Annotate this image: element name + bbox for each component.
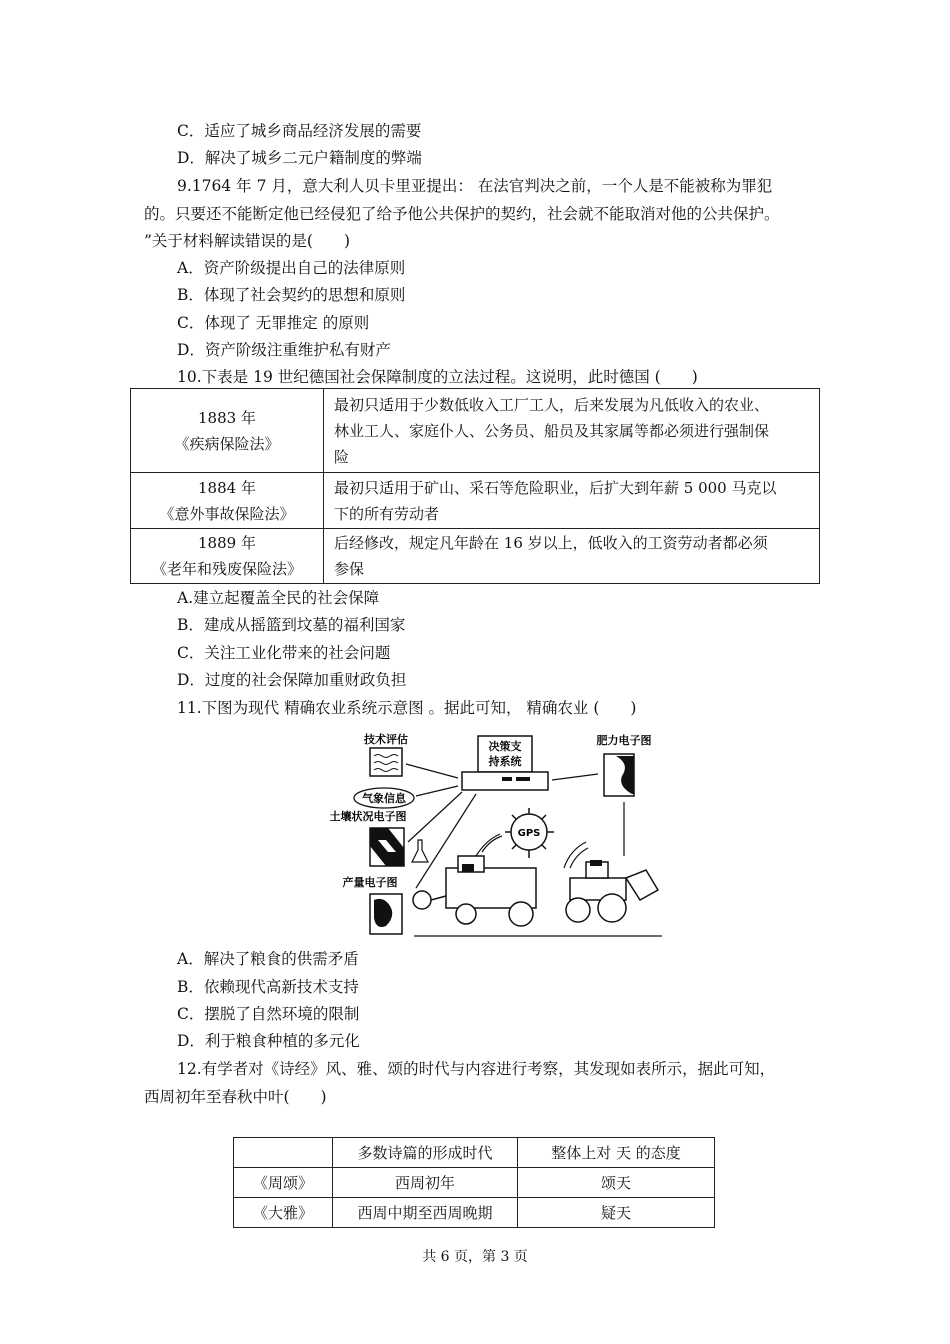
label-tech-assessment: 技术评估 — [364, 733, 408, 746]
row-desc: 参保 — [334, 560, 365, 578]
q11-option-b: B．依赖现代高新技术支持 — [177, 978, 359, 996]
row-desc: 下的所有劳动者 — [334, 504, 440, 523]
row-year: 1883 年 — [198, 408, 256, 427]
row-desc: 最初只适用于少数低收入工厂工人，后来发展为凡低收入的农业、 — [334, 395, 770, 414]
flask-icon — [412, 840, 428, 862]
label-fertility-map: 肥力电子图 — [596, 734, 652, 747]
q10-option-b: B．建成从摇篮到坟墓的福利国家 — [177, 616, 406, 634]
q11-option-d: D．利于粮食种植的多元化 — [177, 1032, 360, 1050]
table-header-row — [234, 1138, 715, 1168]
q9-option-a: A．资产阶级提出自己的法律原则 — [177, 259, 406, 277]
label-soil-map: 土壤状况电子图 — [329, 810, 407, 823]
row-desc: 林业工人、家庭仆人、公务员、船员及其家属等都必须进行强制保 — [334, 421, 770, 440]
page-footer: 共 6 页，第 3 页 — [422, 1249, 528, 1265]
table-row: 《周颂》 西周初年 颂天 — [234, 1168, 715, 1198]
row-law: 《疾病保险法》 — [174, 434, 280, 453]
label-decision-line1: 决策支 — [488, 740, 522, 753]
tractor-icon — [566, 862, 658, 922]
label-decision-line2: 持系统 — [488, 755, 522, 768]
q10-option-d: D．过度的社会保障加重财政负担 — [177, 671, 407, 689]
q9-stem-line1: 9.1764 年 7 月，意大利人贝卡里亚提出： 在法官判决之前，一个人是不能被称为罪犯 — [177, 177, 773, 195]
q11-option-a: A．解决了粮食的供需矛盾 — [177, 950, 359, 968]
header-attitude: 整体上对 天 的态度 — [518, 1138, 715, 1168]
signal-waves-icon — [476, 834, 502, 856]
q10-option-c: C．关注工业化带来的社会问题 — [177, 644, 391, 662]
row-desc: 最初只适用于矿山、采石等危险职业，后扩大到年薪 5 000 马克以 — [334, 478, 777, 497]
row-desc: 险 — [334, 447, 350, 466]
precision-agriculture-diagram — [326, 728, 664, 940]
q10-option-a: A.建立起覆盖全民的社会保障 — [177, 589, 380, 607]
row-law: 《意外事故保险法》 — [159, 504, 295, 523]
row-year: 1889 年 — [198, 534, 256, 552]
q12-stem-line1: 12.有学者对《诗经》风、雅、颂的时代与内容进行考察，其发现如表所示，据此可知， — [177, 1060, 776, 1078]
q9-stem-line3: ”关于材料解读错误的是( ) — [144, 232, 351, 250]
q9-stem-line2: 的。只要还不能断定他已经侵犯了给予他公共保护的契约，社会就不能取消对他的公共保护。 — [144, 205, 780, 223]
table-row — [131, 473, 820, 529]
q12-stem-line2: 西周初年至春秋中叶( ) — [144, 1088, 327, 1106]
table-row — [131, 529, 820, 584]
q11-option-c: C．摆脱了自然环境的限制 — [177, 1005, 360, 1023]
q12-table — [233, 1137, 715, 1228]
row-law: 《老年和残废保险法》 — [151, 560, 302, 578]
row-desc: 后经修改，规定凡年龄在 16 岁以上，低收入的工资劳动者都必须 — [334, 534, 768, 552]
label-yield-map: 产量电子图 — [342, 876, 398, 889]
q9-option-d: D．资产阶级注重维护私有财产 — [177, 341, 391, 359]
header-era: 多数诗篇的形成时代 — [333, 1138, 518, 1168]
label-gps: GPS — [517, 828, 541, 839]
q9-option-b: B．体现了社会契约的思想和原则 — [177, 286, 406, 304]
table-row: 《大雅》 西周中期至西周晚期 疑天 — [234, 1198, 715, 1228]
q8-option-c: C．适应了城乡商品经济发展的需要 — [177, 122, 422, 140]
q8-option-d: D．解决了城乡二元户籍制度的弊端 — [177, 149, 422, 167]
q10-table — [130, 388, 820, 584]
label-weather: 气象信息 — [362, 792, 406, 805]
q9-option-c: C．体现了 无罪推定 的原则 — [177, 314, 370, 332]
harvester-icon — [413, 856, 536, 926]
row-year: 1884 年 — [198, 478, 256, 497]
table-row — [131, 389, 820, 473]
q11-stem: 11.下图为现代 精确农业系统示意图 。据此可知， 精确农业 ( ) — [177, 699, 637, 717]
q10-stem: 10.下表是 19 世纪德国社会保障制度的立法过程。这说明，此时德国 ( ) — [177, 368, 698, 386]
